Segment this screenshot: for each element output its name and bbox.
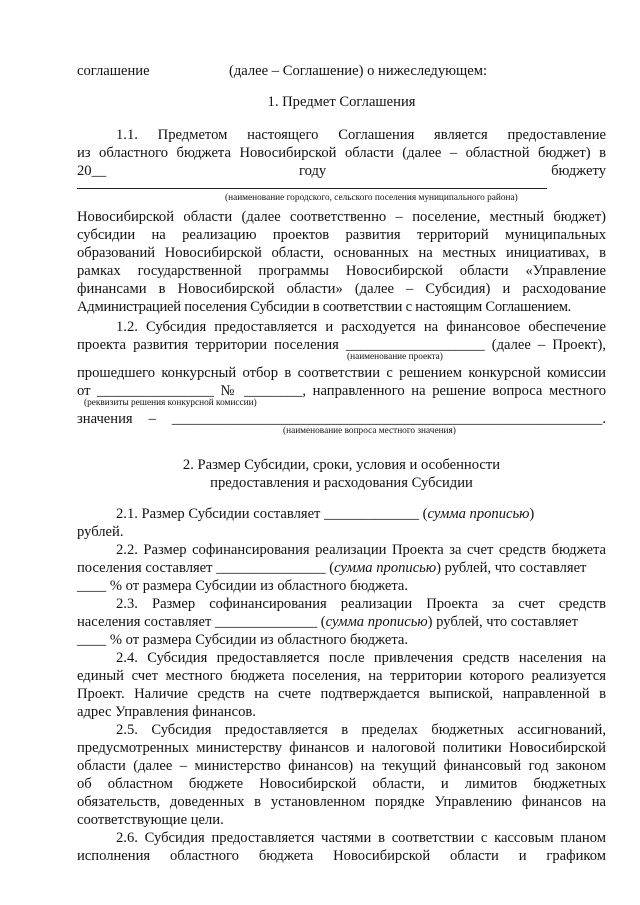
p1-2-line-4: от ________________ № ________, направленного на решение вопроса местного: [77, 383, 606, 399]
p2-3-line-3: ____ % от размера Субсидии из областного бюджета.: [77, 632, 409, 648]
p2-1-line-2: рублей.: [77, 524, 124, 540]
p1-2-line-3: прошедшего конкурсный отбор в соответствии с решением конкурсной комиссии: [77, 365, 606, 381]
year-field: 20__: [77, 163, 107, 179]
p2-2-line-2: [77, 559, 606, 577]
p2-6-line-2: исполнения областного бюджета Новосибирской области и графиком: [77, 848, 606, 864]
intro-word: соглашение: [77, 63, 150, 79]
p2-2-text-b: ) рублей, что составляет: [436, 560, 587, 576]
p1-1-line-2: из областного бюджета Новосибирской области (далее – областной бюджет) в: [77, 145, 606, 161]
p1-1-line-6: субсидии на реализацию проектов развития территорий муниципальных: [77, 227, 606, 243]
p2-4-line-2: единый счет местного бюджета поселения, на территории которого реализуется: [77, 668, 606, 684]
p2-5-line-2: предусмотренных министерству финансов и налоговой политики Новосибирской: [77, 740, 606, 756]
intro-line: [77, 62, 606, 80]
p2-2-italic: сумма прописью: [334, 560, 437, 576]
p2-3-text-b: ) рублей, что составляет: [427, 614, 578, 630]
p2-3-line-1: 2.3. Размер софинансирования реализации Проекта за счет средств: [116, 596, 606, 612]
p1-1-line-9: финансами в Новосибирской области» (далее – Субсидия) и расходование: [77, 281, 606, 297]
p2-2-line-3: ____ % от размера Субсидии из областного бюджета.: [77, 578, 409, 594]
p1-1-line-10: Администрацией поселения Субсидии в соответствии с настоящим Соглашением.: [77, 299, 572, 315]
p2-6-line-1: 2.6. Субсидия предоставляется частями в соответствии с кассовым планом: [116, 830, 606, 846]
p2-2-line-1: 2.2. Размер софинансирования реализации Проекта за счет средств бюджета: [116, 542, 606, 558]
section-2-title-line-1: 2. Размер Субсидии, сроки, условия и особенности: [182, 457, 501, 473]
caption-settlement: (наименование городского, сельского поселения муниципального района): [225, 193, 518, 203]
p2-5-line-5: обязательств, доведенных в установленном порядке Управлению финансов на: [77, 794, 606, 810]
p2-1-close: ): [529, 506, 535, 522]
section-2-title-line-2: предоставления и расходования Субсидии: [210, 475, 473, 491]
p2-1-text: 2.1. Размер Субсидии составляет _____________ (: [116, 506, 428, 522]
caption-project: (наименование проекта): [347, 352, 443, 362]
p2-5-line-4: об областном бюджете Новосибирской области, и лимитов бюджетных: [77, 776, 606, 792]
p2-1-line-1: [116, 505, 606, 523]
settlement-name-rule: [77, 188, 547, 189]
p2-4-line-4: адрес Управления финансов.: [77, 704, 256, 720]
p2-4-line-3: Проект. Наличие средств на счете подтверждается выпиской, направленной в: [77, 686, 606, 702]
section-1-title: 1. Предмет Соглашения: [267, 94, 416, 110]
budget-word: бюджету: [551, 163, 606, 179]
caption-question: (наименование вопроса местного значения): [283, 426, 456, 436]
p2-3-italic: сумма прописью: [325, 614, 428, 630]
p1-1-line-8: рамках государственной программы Новосибирской области «Управление: [77, 263, 606, 279]
p1-1-line-1: 1.1. Предметом настоящего Соглашения является предоставление: [116, 127, 606, 143]
p2-3-line-2: [77, 613, 606, 631]
p2-5-line-6: соответствующие цели.: [77, 812, 224, 828]
p2-4-line-1: 2.4. Субсидия предоставляется после привлечения средств населения на: [116, 650, 606, 666]
p2-5-line-3: области (далее – министерство финансов) на текущий финансовый год законом: [77, 758, 606, 774]
p1-2-line-5: значения – ___________________________________________________________.: [77, 411, 606, 427]
p1-1-line-5: Новосибирской области (далее соответственно – поселение, местный бюджет): [77, 209, 606, 225]
p1-2-line-1: 1.2. Субсидия предоставляется и расходуется на финансовое обеспечение: [116, 319, 606, 335]
p2-2-text-a: поселения составляет _______________ (: [77, 560, 335, 576]
p1-1-line-7: образований Новосибирской области, основанных на местных инициативах, в: [77, 245, 606, 261]
p2-5-line-1: 2.5. Субсидия предоставляется в пределах бюджетных ассигнований,: [116, 722, 606, 738]
intro-rest: (далее – Соглашение) о нижеследующем:: [229, 63, 488, 79]
p2-3-text-a: населения составляет ______________ (: [77, 614, 326, 630]
p1-1-line-3: [77, 162, 606, 180]
caption-requisites: (реквизиты решения конкурсной комиссии): [84, 398, 257, 408]
p1-2-line-2: проекта развития территории поселения ___________________ (далее – Проект),: [77, 337, 606, 353]
year-word: году: [299, 163, 327, 179]
p2-1-italic: сумма прописью: [427, 506, 530, 522]
